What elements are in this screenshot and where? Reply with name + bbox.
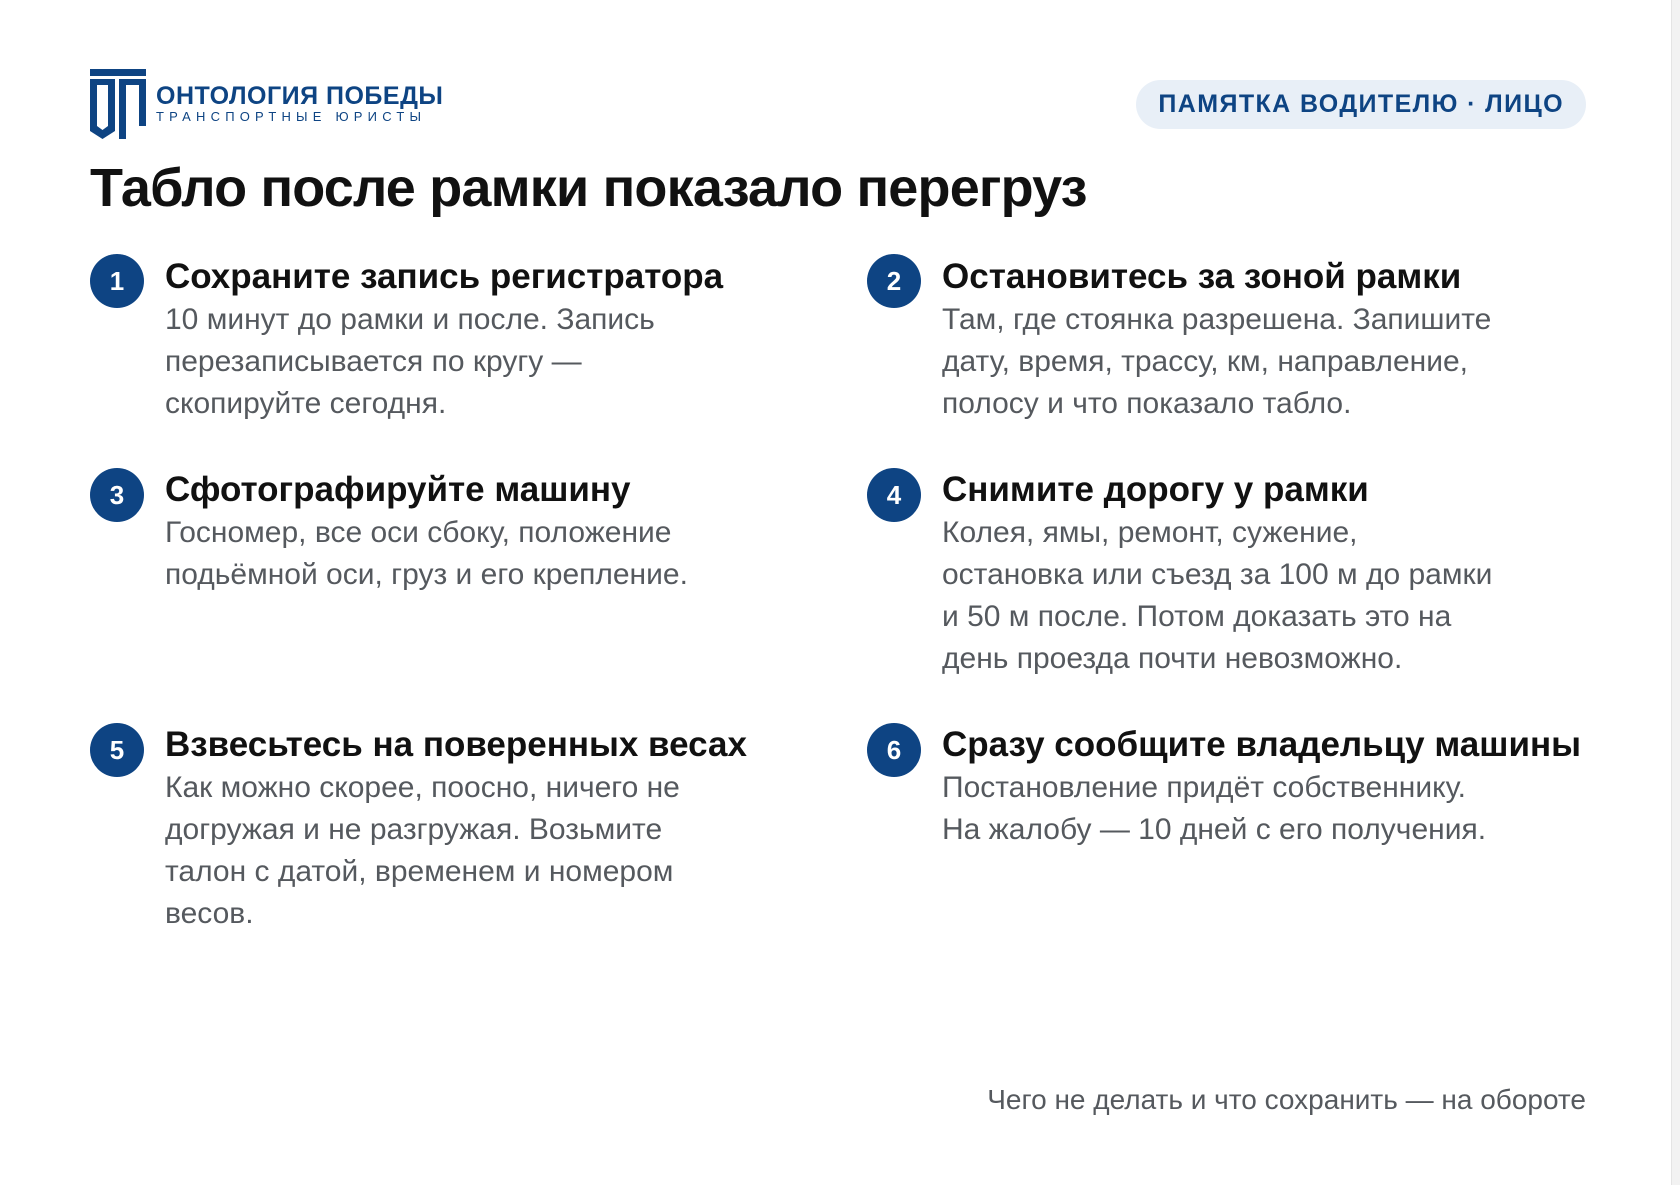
step-title: Сохраните запись регистратора [165, 257, 724, 296]
step-text: Госномер, все оси сбоку, положение подьёмной оси, груз и его крепление. [165, 516, 688, 591]
step-number: 3 [90, 468, 144, 522]
page-title: Табло после рамки показало перегруз [90, 158, 1087, 218]
step-title: Сразу сообщите владельцу машины [942, 725, 1581, 764]
side-badge: ПАМЯТКА ВОДИТЕЛЮ · ЛИЦО [1136, 80, 1586, 129]
step-text: Колея, ямы, ремонт, сужение, остановка или съезд за 100 м до рамки и 50 м после. Потом доказать это на день проезда почти невозможно. [942, 516, 1493, 675]
brand-logo [90, 69, 443, 139]
step-text: Там, где стоянка разрешена. Запишите дату, время, трассу, км, направление, полосу и что показало табло. [942, 303, 1492, 420]
step-text: Постановление придёт собственнику. На жалобу — 10 дней с его получения. [942, 771, 1487, 846]
footer-note: Чего не делать и что сохранить — на обороте [987, 1084, 1586, 1115]
step-number: 5 [90, 723, 144, 777]
step-title: Взвесьтесь на поверенных весах [165, 725, 747, 764]
step-title: Сфотографируйте машину [165, 470, 631, 509]
step-number: 2 [867, 254, 921, 308]
step-number: 6 [867, 723, 921, 777]
step-title: Остановитесь за зоной рамки [942, 257, 1462, 296]
brand-name: ОНТОЛОГИЯ ПОБЕДЫ [156, 82, 444, 110]
step-text: 10 минут до рамки и после. Запись перезаписывается по кругу — скопируйте сегодня. [165, 303, 655, 420]
step-number: 4 [867, 468, 921, 522]
brand-subtitle: ТРАНСПОРТНЫЕ ЮРИСТЫ [156, 109, 427, 124]
op-monogram-icon [90, 69, 146, 139]
step-title: Снимите дорогу у рамки [942, 470, 1369, 509]
page-edge [1671, 0, 1680, 1185]
step-number: 1 [90, 254, 144, 308]
step-text: Как можно скорее, поосно, ничего не догружая и не разгружая. Возьмите талон с датой, временем и номером весов. [165, 771, 680, 930]
